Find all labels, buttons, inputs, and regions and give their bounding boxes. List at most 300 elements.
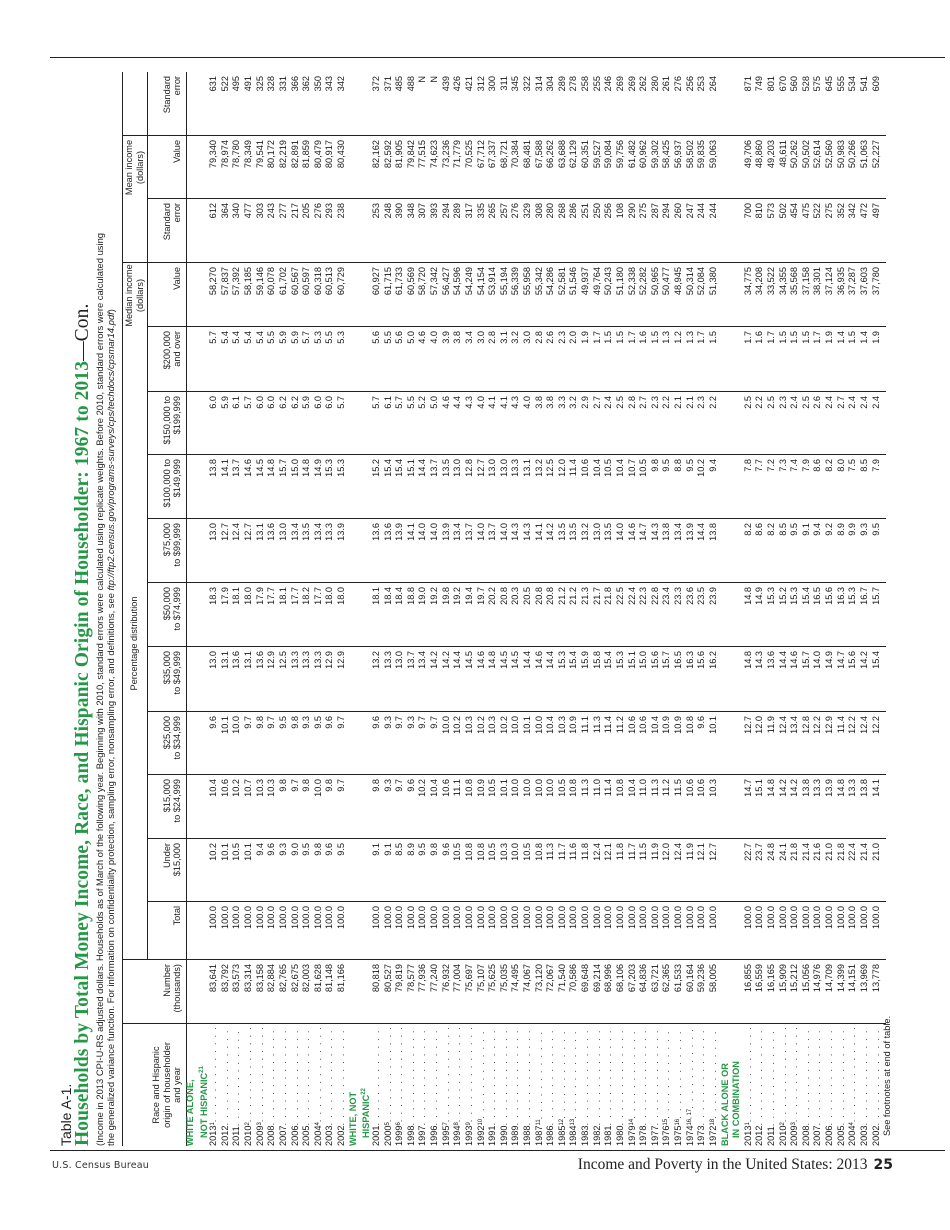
cell-total: 100.0	[231, 906, 242, 929]
cell-total: 100.0	[510, 906, 521, 929]
cell-200000-and-over: 5.4	[219, 331, 230, 344]
cell-100000-149999: 8.8	[673, 459, 684, 472]
cell-100000-149999: 10.5	[638, 459, 649, 477]
cell-200000-and-over: 1.5	[777, 331, 788, 344]
cell-total: 100.0	[847, 906, 858, 929]
cell-25000-34999: 9.5	[277, 716, 288, 729]
cell-150000-199999: 4.3	[510, 396, 521, 409]
cell-number: 82,675	[289, 964, 300, 993]
column-header-number	[122, 960, 186, 1024]
cell-200000-and-over: 1.7	[591, 331, 602, 344]
row-year: 1982	[591, 1125, 602, 1146]
cell-mean-standard-error: 331	[277, 76, 288, 92]
cell-50000-74999: 23.9	[707, 587, 718, 605]
cell-75000-99999: 13.5	[603, 523, 614, 541]
cell-200000-and-over: 1.9	[580, 331, 591, 344]
cell-50000-74999: 19.7	[475, 587, 486, 605]
dot-leader	[847, 1028, 859, 1122]
cell-50000-74999: 17.7	[266, 587, 277, 605]
cell-number: 75,035	[498, 964, 509, 993]
cell-mean-standard-error: 575	[812, 76, 823, 92]
row-year: 1995	[440, 1125, 451, 1146]
cell-total: 100.0	[533, 906, 544, 929]
cell-total: 100.0	[417, 906, 428, 929]
cell-total: 100.0	[370, 906, 381, 929]
cell-mean-value: 70,384	[510, 140, 521, 169]
table-note-url[interactable]: ftp://ftp2.census.gov/programs-surveys/cps/techdocs/cpsmar14.pdf	[105, 312, 116, 591]
table-row	[545, 68, 557, 1148]
cell-150000-199999: 5.0	[429, 396, 440, 409]
cell-median-value: 48,945	[673, 267, 684, 296]
cell-200000-and-over: 1.9	[824, 331, 835, 344]
cell-under-15000: 9.6	[266, 843, 277, 856]
row-year: 1978	[638, 1125, 649, 1146]
cell-total: 100.0	[696, 906, 707, 929]
cell-under-15000: 11.9	[649, 843, 660, 861]
cell-median-value: 49,937	[580, 267, 591, 296]
cell-200000-and-over: 3.4	[463, 331, 474, 344]
cell-mean-value: 48,611	[777, 140, 788, 168]
cell-15000-24999: 10.0	[510, 779, 521, 797]
cell-15000-24999: 10.2	[231, 779, 242, 797]
dot-leader	[778, 1028, 790, 1122]
cell-200000-and-over: 5.9	[277, 331, 288, 344]
cell-100000-149999: 7.4	[789, 459, 800, 472]
cell-number: 73,120	[533, 964, 544, 993]
row-year-label	[208, 1028, 220, 1146]
cell-100000-149999: 14.4	[417, 459, 428, 477]
row-year-label	[394, 1028, 406, 1146]
row-year: 2001	[370, 1125, 381, 1146]
cell-mean-standard-error: 541	[858, 76, 869, 92]
cell-15000-24999: 10.3	[707, 779, 718, 797]
cell-35000-49999: 15.7	[800, 651, 811, 669]
cell-75000-99999: 13.6	[370, 523, 381, 541]
cell-under-15000: 9.3	[277, 843, 288, 856]
cell-100000-149999: 15.1	[405, 459, 416, 477]
cell-mean-value: 78,780	[231, 140, 242, 169]
cell-total: 100.0	[591, 906, 602, 929]
cell-50000-74999: 16.5	[812, 587, 823, 605]
cell-200000-and-over: 3.9	[440, 331, 451, 344]
cell-35000-49999: 16.2	[707, 651, 718, 669]
table-row	[324, 68, 336, 1148]
cell-mean-standard-error: 322	[521, 76, 532, 92]
cell-total: 100.0	[580, 906, 591, 929]
cell-number: 83,314	[243, 964, 254, 993]
cell-25000-34999: 9.7	[429, 716, 440, 729]
dot-leader	[487, 1028, 499, 1126]
row-year-footnote: 6	[396, 1122, 403, 1126]
cell-median-value: 55,342	[533, 267, 544, 296]
cell-number: 80,527	[382, 964, 393, 993]
cell-25000-34999: 10.2	[475, 716, 486, 734]
table-row	[592, 68, 604, 1148]
cell-mean-value: 78,974	[219, 140, 230, 169]
cell-under-15000: 9.0	[289, 843, 300, 856]
table-row	[417, 68, 429, 1148]
row-year: 1981	[603, 1125, 614, 1146]
cell-50000-74999: 17.9	[254, 587, 265, 605]
cell-median-value: 54,154	[475, 267, 486, 296]
row-year: 1989	[510, 1125, 521, 1146]
cell-total: 100.0	[684, 906, 695, 929]
cell-under-15000: 21.6	[812, 843, 823, 861]
table-row	[394, 68, 406, 1148]
cell-mean-value: 59,084	[603, 140, 614, 169]
cell-15000-24999: 14.2	[777, 779, 788, 797]
table-row	[487, 68, 499, 1148]
cell-15000-24999: 10.7	[243, 779, 254, 797]
cell-100000-149999: 9.5	[661, 459, 672, 472]
cell-150000-199999: 6.2	[289, 396, 300, 409]
dot-leader	[545, 1028, 557, 1126]
cell-total: 100.0	[707, 906, 718, 929]
cell-200000-and-over: 1.6	[638, 331, 649, 344]
cell-mean-standard-error: 269	[614, 76, 625, 92]
row-year-footnote: 12	[558, 1118, 565, 1126]
cell-15000-24999: 9.8	[370, 779, 381, 792]
cell-median-value: 57,837	[219, 267, 230, 296]
cell-15000-24999: 10.8	[614, 779, 625, 797]
dot-leader	[650, 1028, 662, 1126]
cell-100000-149999: 9.8	[649, 459, 660, 472]
dot-leader	[499, 1028, 511, 1126]
cell-200000-and-over: 1.7	[812, 331, 823, 344]
cell-15000-24999: 10.0	[312, 779, 323, 797]
cell-35000-49999: 16.3	[684, 651, 695, 669]
table-row	[383, 68, 395, 1148]
cell-number: 58,005	[707, 964, 718, 993]
cell-total: 100.0	[243, 906, 254, 929]
cell-mean-value: 50,266	[847, 140, 858, 169]
cell-50000-74999: 18.0	[243, 587, 254, 605]
cell-50000-74999: 15.3	[847, 587, 858, 605]
cell-15000-24999: 13.8	[858, 779, 869, 797]
cell-75000-99999: 12.4	[231, 523, 242, 541]
footnote-text: See footnotes at end of table.	[882, 1015, 893, 1136]
dot-leader	[371, 1028, 383, 1126]
cell-number: 69,214	[591, 964, 602, 993]
cell-number: 16,559	[754, 964, 765, 993]
cell-15000-24999: 11.2	[661, 779, 672, 797]
cell-15000-24999: 13.9	[824, 779, 835, 797]
cell-median-value: 52,282	[638, 267, 649, 296]
cell-25000-34999: 10.1	[219, 716, 230, 734]
section-header-row	[359, 68, 371, 1148]
cell-50000-74999: 22.5	[614, 587, 625, 605]
cell-15000-24999: 10.4	[626, 779, 637, 797]
cell-number: 75,107	[475, 964, 486, 993]
cell-total: 100.0	[800, 906, 811, 929]
cell-number: 14,976	[812, 964, 823, 993]
cell-25000-34999: 9.6	[696, 716, 707, 729]
section-label	[348, 1092, 360, 1146]
dot-leader	[452, 1028, 464, 1122]
table-row	[464, 68, 476, 1148]
row-year-label	[499, 1028, 511, 1146]
cell-150000-199999: 2.1	[684, 396, 695, 409]
table-number: Table A-1.	[58, 1083, 74, 1146]
cell-median-value: 56,427	[440, 267, 451, 296]
section-label	[720, 1063, 732, 1146]
column-header-line: to $49,999	[172, 651, 183, 695]
cell-35000-49999: 14.5	[463, 651, 474, 669]
cell-total: 100.0	[614, 906, 625, 929]
cell-200000-and-over: 1.7	[696, 331, 707, 344]
cell-median-standard-error: 256	[603, 203, 614, 219]
row-year-footnote: 3	[256, 1122, 263, 1126]
cell-150000-199999: 6.0	[266, 396, 277, 409]
cell-100000-149999: 8.5	[858, 459, 869, 472]
cell-mean-value: 60,962	[638, 140, 649, 169]
cell-under-15000: 10.1	[243, 843, 254, 861]
cell-150000-199999: 5.2	[417, 396, 428, 409]
cell-median-value: 60,078	[266, 267, 277, 296]
cell-25000-34999: 10.4	[545, 716, 556, 734]
cell-35000-49999: 15.3	[556, 651, 567, 669]
row-year-label	[615, 1028, 627, 1146]
cell-35000-49999: 14.4	[521, 651, 532, 669]
cell-total: 100.0	[545, 906, 556, 929]
cell-75000-99999: 9.3	[858, 523, 869, 536]
cell-75000-99999: 12.7	[243, 523, 254, 541]
cell-median-standard-error: 247	[684, 203, 695, 219]
mean-income-header-line: (dollars)	[134, 150, 145, 185]
row-year: 1996	[429, 1125, 440, 1146]
cell-35000-49999: 15.4	[603, 651, 614, 669]
row-year: 2010	[777, 1125, 788, 1146]
cell-100000-149999: 15.2	[370, 459, 381, 477]
table-row	[685, 68, 697, 1148]
cell-number: 60,164	[684, 964, 695, 993]
cell-50000-74999: 16.7	[858, 587, 869, 605]
cell-total: 100.0	[498, 906, 509, 929]
cell-35000-49999: 12.9	[266, 651, 277, 669]
cell-median-standard-error: 393	[429, 203, 440, 219]
cell-15000-24999: 10.6	[219, 779, 230, 797]
cell-150000-199999: 6.1	[231, 396, 242, 409]
cell-35000-49999: 15.3	[614, 651, 625, 669]
cell-50000-74999: 18.2	[301, 587, 312, 605]
column-header-150000-199999	[147, 392, 186, 455]
cell-15000-24999: 11.0	[591, 779, 602, 797]
section-label-footnote: 22	[361, 1088, 368, 1095]
cell-15000-24999: 10.6	[684, 779, 695, 797]
row-year-label	[371, 1028, 383, 1146]
cell-75000-99999: 14.4	[696, 523, 707, 541]
dot-leader	[859, 1028, 871, 1126]
cell-median-value: 38,301	[812, 267, 823, 296]
cell-150000-199999: 2.5	[800, 396, 811, 409]
cell-75000-99999: 13.9	[394, 523, 405, 541]
cell-25000-34999: 12.2	[870, 716, 881, 734]
cell-total: 100.0	[673, 906, 684, 929]
cell-under-15000: 10.5	[231, 843, 242, 861]
cell-35000-49999: 15.9	[580, 651, 591, 669]
cell-median-value: 60,567	[289, 267, 300, 296]
cell-75000-99999: 14.3	[510, 523, 521, 541]
cell-35000-49999: 15.6	[649, 651, 660, 669]
cell-number: 81,628	[312, 964, 323, 993]
cell-100000-149999: 7.5	[847, 459, 858, 472]
cell-median-standard-error: 290	[626, 203, 637, 219]
table-row	[627, 68, 639, 1148]
cell-200000-and-over: 1.3	[684, 331, 695, 344]
cell-100000-149999: 15.3	[336, 459, 347, 477]
column-header-mean-standard-error	[147, 72, 186, 136]
cell-median-value: 60,513	[324, 267, 335, 296]
cell-mean-value: 67,588	[533, 140, 544, 169]
cell-15000-24999: 10.5	[487, 779, 498, 797]
cell-75000-99999: 9.4	[812, 523, 823, 536]
cell-median-standard-error: 810	[754, 203, 765, 219]
section-header-row	[720, 68, 732, 1148]
cell-150000-199999: 6.2	[277, 396, 288, 409]
cell-35000-49999: 14.8	[742, 651, 753, 669]
dot-leader	[231, 1028, 243, 1126]
cell-median-standard-error: 477	[243, 203, 254, 219]
cell-mean-standard-error: 555	[835, 76, 846, 92]
row-year-label	[383, 1028, 395, 1146]
stub-header-line: Race and Hispanic	[151, 1046, 162, 1124]
cell-mean-value: 78,349	[243, 140, 254, 169]
row-year: 1977	[649, 1125, 660, 1146]
cell-200000-and-over: 5.6	[370, 331, 381, 344]
cell-75000-99999: 14.0	[429, 523, 440, 541]
cell-mean-standard-error: 261	[661, 76, 672, 92]
cell-25000-34999: 12.4	[777, 716, 788, 734]
dot-leader	[464, 1028, 476, 1122]
cell-15000-24999: 11.1	[452, 779, 463, 797]
row-year: 1988	[521, 1125, 532, 1146]
row-year-label	[778, 1028, 790, 1146]
cell-25000-34999: 13.4	[789, 716, 800, 734]
column-header-line: $149,999	[172, 459, 183, 498]
cell-150000-199999: 6.0	[312, 396, 323, 409]
cell-mean-standard-error: 304	[545, 76, 556, 92]
cell-median-standard-error: 277	[277, 203, 288, 219]
cell-median-standard-error: 390	[394, 203, 405, 219]
cell-15000-24999: 10.3	[266, 779, 277, 797]
cell-200000-and-over: 5.9	[289, 331, 300, 344]
cell-mean-standard-error: 426	[452, 76, 463, 92]
column-header-line: Number	[161, 964, 172, 997]
cell-total: 100.0	[812, 906, 823, 929]
cell-100000-149999: 7.8	[742, 459, 753, 472]
table-row	[255, 68, 267, 1148]
row-year-label	[336, 1028, 348, 1146]
row-year-label	[661, 1028, 673, 1146]
section-label	[185, 1079, 197, 1146]
cell-median-value: 58,270	[208, 267, 219, 296]
table-row	[801, 68, 813, 1148]
cell-35000-49999: 13.0	[208, 651, 219, 669]
cell-50000-74999: 18.1	[370, 587, 381, 605]
cell-median-value: 55,958	[521, 267, 532, 296]
cell-15000-24999: 10.5	[556, 779, 567, 797]
table-row	[824, 68, 836, 1148]
row-year-label	[557, 1028, 569, 1146]
cell-150000-199999: 6.0	[254, 396, 265, 409]
cell-number: 74,067	[521, 964, 532, 993]
cell-mean-value: 67,712	[475, 140, 486, 169]
row-year-label	[812, 1028, 824, 1146]
cell-25000-34999: 9.8	[254, 716, 265, 729]
cell-under-15000: 9.8	[312, 843, 323, 856]
cell-total: 100.0	[463, 906, 474, 929]
cell-mean-value: 63,688	[556, 140, 567, 169]
cell-15000-24999: 11.3	[580, 779, 591, 797]
cell-15000-24999: 10.2	[417, 779, 428, 797]
row-year: 1984	[568, 1125, 579, 1146]
dot-leader	[661, 1028, 673, 1119]
cell-mean-standard-error: 342	[336, 76, 347, 92]
cell-under-15000: 10.5	[452, 843, 463, 861]
footer-report-title	[578, 1156, 893, 1174]
cell-mean-value: 74,623	[429, 140, 440, 169]
dot-leader	[429, 1028, 441, 1126]
cell-median-value: 56,339	[510, 267, 521, 296]
cell-mean-standard-error: 372	[370, 76, 381, 92]
cell-50000-74999: 15.7	[870, 587, 881, 605]
cell-35000-49999: 14.0	[812, 651, 823, 669]
section-label-text: NOT HISPANIC	[198, 1072, 209, 1138]
column-header-line: Value	[172, 267, 183, 290]
cell-mean-standard-error: 314	[533, 76, 544, 92]
row-year: 2013	[208, 1125, 219, 1146]
dot-leader	[255, 1028, 267, 1122]
row-year: 1987	[533, 1125, 544, 1146]
cell-number: 76,932	[440, 964, 451, 993]
stub-header-line: origin of householder	[161, 1042, 172, 1128]
cell-100000-149999: 8.6	[812, 459, 823, 472]
column-header-line: $50,000	[161, 587, 172, 621]
cell-75000-99999: 13.4	[289, 523, 300, 541]
cell-number: 61,533	[673, 964, 684, 993]
cell-200000-and-over: 4.6	[417, 331, 428, 344]
row-year: 2011	[766, 1126, 776, 1146]
table-note-text: the generalized variance function. For information on confidentiality protection, sampling error, nonsampling error, and definitions, see	[105, 590, 116, 1146]
cell-mean-value: 80,172	[266, 140, 277, 169]
row-year-footnote: 1	[744, 1122, 751, 1126]
row-year-label	[650, 1028, 662, 1146]
cell-50000-74999: 23.5	[696, 587, 707, 605]
cell-35000-49999: 15.4	[568, 651, 579, 669]
cell-100000-149999: 15.0	[289, 459, 300, 477]
cell-50000-74999: 21.8	[603, 587, 614, 605]
cell-total: 100.0	[277, 906, 288, 929]
cell-total: 100.0	[394, 906, 405, 929]
cell-100000-149999: 14.8	[266, 459, 277, 477]
cell-mean-standard-error: 256	[684, 76, 695, 92]
cell-200000-and-over: 1.4	[835, 331, 846, 344]
cell-mean-standard-error: 289	[556, 76, 567, 92]
row-year-label	[801, 1028, 813, 1146]
cell-50000-74999: 18.4	[382, 587, 393, 605]
cell-200000-and-over: 5.4	[243, 331, 254, 344]
cell-under-15000: 10.1	[219, 843, 230, 861]
row-year-footnote: 1	[210, 1122, 217, 1126]
row-year-label	[580, 1028, 592, 1146]
row-year: 1983	[580, 1125, 591, 1146]
cell-200000-and-over: 1.4	[858, 331, 869, 344]
cell-150000-199999: 5.9	[219, 396, 230, 409]
cell-median-standard-error: 700	[742, 203, 753, 219]
row-year-label	[290, 1028, 302, 1146]
row-year: 2009	[254, 1125, 265, 1146]
cell-mean-standard-error: 609	[870, 76, 881, 92]
